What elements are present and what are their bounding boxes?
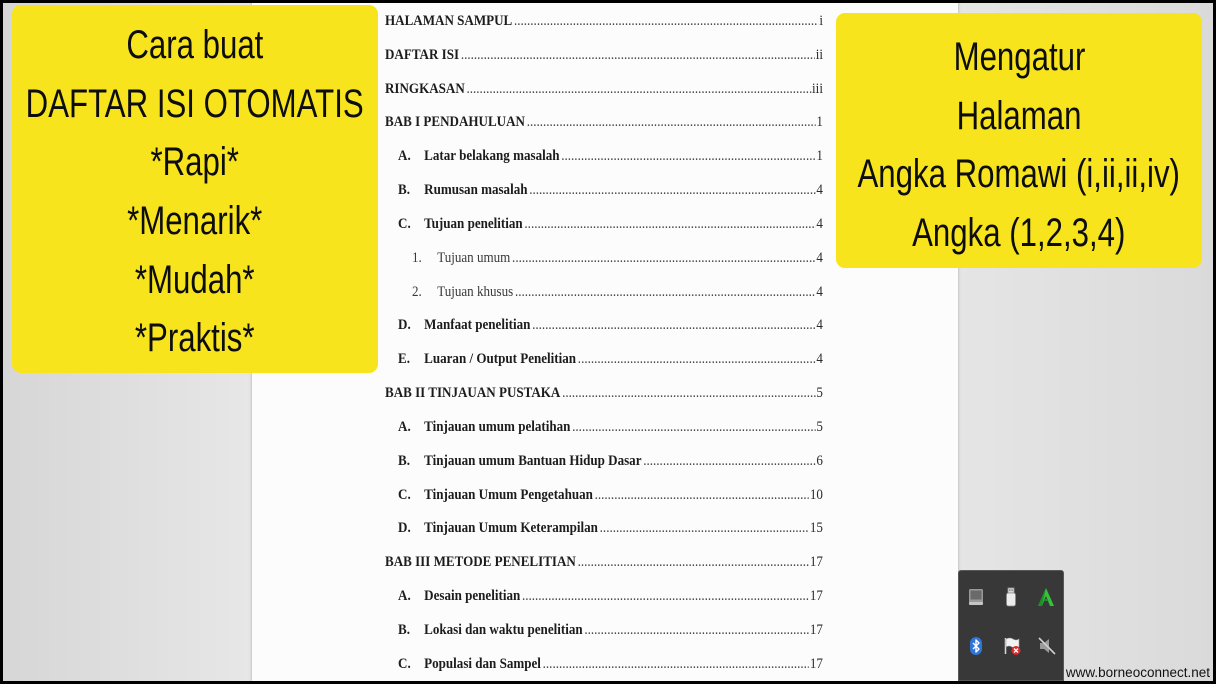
toc-entry-number: B. — [398, 182, 411, 199]
toc-entry-page: 17 — [809, 621, 823, 638]
toc-entry[interactable] — [385, 411, 823, 445]
toc-entry-title: Tinjauan Umum Keterampilan — [424, 520, 598, 537]
toc-entry-page: 10 — [809, 486, 823, 503]
dot-leader — [584, 614, 809, 648]
toc-entry-title: BAB II TINJAUAN PUSTAKA — [385, 385, 561, 402]
toc-entry[interactable] — [385, 208, 823, 242]
overlay-line — [12, 74, 378, 133]
toc-entry-page: 4 — [816, 351, 823, 368]
toc-entry-number: A. — [398, 588, 411, 605]
toc-entry-page: 5 — [816, 385, 823, 402]
dot-leader — [578, 546, 809, 580]
dot-leader — [529, 174, 815, 208]
toc-entry[interactable] — [385, 546, 823, 580]
title-overlay-right — [836, 13, 1202, 268]
toc-entry[interactable] — [385, 174, 823, 208]
dot-leader — [467, 73, 812, 107]
dot-leader — [600, 512, 809, 546]
toc-entry[interactable] — [385, 5, 823, 39]
toc-entry-number: 1. — [411, 249, 422, 266]
dot-leader — [561, 140, 815, 174]
toc-entry[interactable] — [385, 479, 823, 513]
toc-entry-number: A. — [398, 418, 411, 435]
overlay-line — [12, 133, 378, 192]
toc-entry-page: 17 — [809, 655, 823, 672]
hidden-icons-tray — [958, 570, 1064, 681]
toc-entry-number: 2. — [411, 283, 422, 300]
overlay-line-text: DAFTAR ISI OTOMATIS — [25, 81, 365, 126]
action-center-flag-icon[interactable] — [1001, 635, 1023, 657]
toc-entry[interactable] — [385, 242, 823, 276]
toc-entry[interactable] — [385, 343, 823, 377]
toc-entry-number: D. — [398, 520, 411, 537]
toc-entry[interactable] — [385, 106, 823, 140]
toc-entry-page: 5 — [816, 418, 823, 435]
overlay-line — [836, 204, 1202, 263]
dot-leader — [522, 580, 809, 614]
toc-entry[interactable] — [385, 580, 823, 614]
toc-entry-title: Manfaat penelitian — [424, 317, 531, 334]
title-overlay-left — [12, 5, 378, 373]
toc-entry-number: B. — [398, 452, 411, 469]
toc-entry-title: Tujuan umum — [437, 249, 511, 266]
toc-entry-number: C. — [398, 655, 411, 672]
dot-leader — [543, 648, 809, 682]
toc-entry-title: Luaran / Output Penelitian — [424, 351, 577, 368]
toc-entry[interactable] — [385, 39, 823, 73]
toc-entry-number: D. — [398, 317, 411, 334]
overlay-line-text: *Rapi* — [150, 140, 240, 185]
toc-entry-page: 4 — [816, 249, 823, 266]
overlay-line-text: Mengatur — [953, 34, 1085, 79]
toc-entry-title: Lokasi dan waktu penelitian — [424, 621, 583, 638]
toc-entry[interactable] — [385, 512, 823, 546]
bluetooth-icon[interactable] — [965, 635, 987, 657]
toc-entry-page: 6 — [816, 452, 823, 469]
toc-entry-title: Tujuan penelitian — [424, 215, 523, 232]
toc-entry-page: ii — [815, 46, 823, 63]
toc-entry-page: 4 — [816, 182, 823, 199]
toc-entry-page: 4 — [816, 215, 823, 232]
overlay-line-text: Cara buat — [126, 22, 264, 67]
toc-entry[interactable] — [385, 309, 823, 343]
toc-entry-title: Desain penelitian — [424, 588, 521, 605]
overlay-line — [12, 309, 378, 368]
toc-entry-page: 15 — [809, 520, 823, 537]
table-of-contents — [385, 5, 823, 682]
toc-entry-page: 17 — [809, 588, 823, 605]
toc-entry[interactable] — [385, 140, 823, 174]
dot-leader — [515, 276, 816, 310]
dot-leader — [532, 309, 815, 343]
toc-entry[interactable] — [385, 614, 823, 648]
dot-leader — [527, 106, 816, 140]
toc-entry-number: C. — [398, 215, 411, 232]
dot-leader — [512, 242, 815, 276]
toc-entry[interactable] — [385, 445, 823, 479]
toc-entry-page: 17 — [809, 554, 823, 571]
overlay-line — [12, 16, 378, 75]
dot-leader — [595, 479, 809, 513]
dot-leader — [524, 208, 815, 242]
overlay-line — [836, 86, 1202, 145]
toc-entry-number: E. — [398, 351, 411, 368]
dot-leader — [578, 343, 816, 377]
toc-entry[interactable] — [385, 648, 823, 682]
toc-entry-number: A. — [398, 148, 411, 165]
toc-entry[interactable] — [385, 377, 823, 411]
dot-leader — [562, 377, 815, 411]
green-a-app-icon[interactable] — [1035, 586, 1057, 608]
overlay-line-text: Angka (1,2,3,4) — [912, 210, 1126, 255]
toc-entry-title: Latar belakang masalah — [424, 148, 560, 165]
toc-entry-page: 4 — [816, 317, 823, 334]
toc-entry-page: 4 — [816, 283, 823, 300]
overlay-line — [836, 28, 1202, 87]
overlay-line-text: Angka Romawi (i,ii,ii,iv) — [857, 152, 1181, 197]
toc-entry-title: BAB I PENDAHULUAN — [385, 114, 525, 131]
dot-leader — [514, 5, 818, 39]
toc-entry-title: Tinjauan umum pelatihan — [424, 418, 571, 435]
toc-entry-title: DAFTAR ISI — [385, 46, 460, 63]
usb-drive-icon[interactable] — [1000, 586, 1022, 608]
toc-entry-title: BAB III METODE PENELITIAN — [385, 554, 576, 571]
toc-entry[interactable] — [385, 276, 823, 310]
overlay-line — [12, 250, 378, 309]
speaker-muted-icon[interactable] — [1036, 635, 1058, 657]
device-icon[interactable] — [965, 586, 987, 608]
overlay-line-text: *Menarik* — [127, 198, 263, 243]
toc-entry-number: C. — [398, 486, 411, 503]
toc-entry-title: Tujuan khusus — [437, 283, 514, 300]
dot-leader — [461, 39, 815, 73]
toc-entry-page: 1 — [816, 114, 823, 131]
toc-entry-title: Tinjauan Umum Pengetahuan — [424, 486, 593, 503]
toc-entry-number: B. — [398, 621, 411, 638]
toc-entry[interactable] — [385, 73, 823, 107]
toc-entry-page: iii — [812, 80, 823, 97]
toc-entry-title: Tinjauan umum Bantuan Hidup Dasar — [424, 452, 642, 469]
overlay-line — [12, 192, 378, 251]
toc-entry-title: Rumusan masalah — [424, 182, 528, 199]
overlay-line-text: *Praktis* — [135, 316, 255, 361]
toc-entry-title: HALAMAN SAMPUL — [385, 13, 513, 29]
dot-leader — [643, 445, 815, 479]
toc-entry-title: RINGKASAN — [385, 80, 465, 97]
overlay-line — [836, 145, 1202, 204]
toc-entry-page: i — [819, 13, 823, 29]
toc-entry-title: Populasi dan Sampel — [424, 655, 541, 672]
overlay-line-text: Halaman — [956, 93, 1082, 138]
toc-entry-page: 1 — [816, 148, 823, 165]
watermark: www.borneoconnect.net — [1065, 665, 1210, 680]
overlay-line-text: *Mudah* — [135, 257, 255, 302]
dot-leader — [572, 411, 815, 445]
